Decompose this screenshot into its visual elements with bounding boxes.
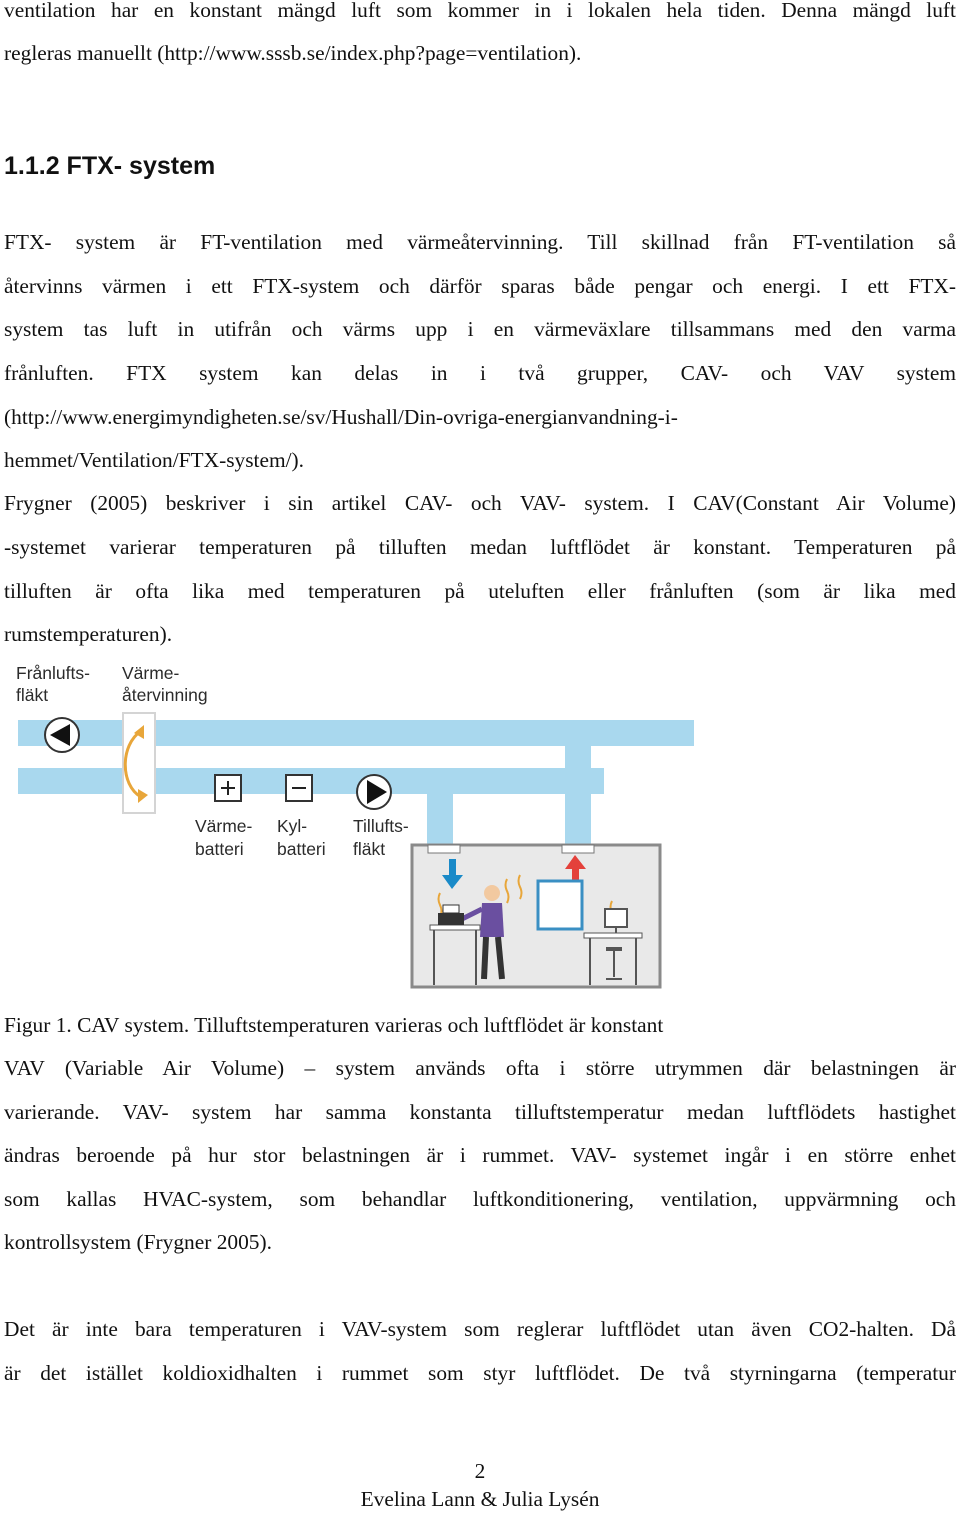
label-varmeatervinning: återvinning [122, 685, 208, 705]
cav-system-diagram [10, 655, 700, 995]
paragraph-line: som kallas HVAC-system, som behandlar luftkonditionering, ventilation, uppvärmning och [4, 1187, 956, 1211]
supply-arrow-icon [449, 859, 456, 875]
paragraph-line: frånluften. FTX system kan delas in i två grupper, CAV- och VAV system [4, 361, 956, 385]
label-franlufts: Frånlufts- [16, 663, 90, 683]
paragraph-line: FTX- system är FT-ventilation med värmeåtervinning. Till skillnad från FT-ventilation så [4, 230, 956, 254]
supply-drop-duct [427, 768, 453, 853]
paragraph-line: (http://www.energimyndigheten.se/sv/Hushall/Din-ovriga-energianvandning-i- [4, 405, 678, 429]
exhaust-riser-duct [565, 720, 591, 850]
label-kylbatteri: Kyl- [277, 816, 308, 836]
paragraph-line: ändras beroende på hur stor belastningen är i rummet. VAV- systemet ingår i en större enhet [4, 1143, 956, 1167]
monitor-icon [605, 909, 627, 927]
label-tilluftsflakt: Tillufts- [353, 816, 409, 836]
label-kylbatteri: batteri [277, 839, 326, 859]
label-varmeatervinning: Värme- [122, 663, 180, 683]
label-varmebatteri: batteri [195, 839, 244, 859]
label-varmebatteri: Värme- [195, 816, 253, 836]
paragraph-line: kontrollsystem (Frygner 2005). [4, 1230, 272, 1254]
paragraph-line: Det är inte bara temperaturen i VAV-system som reglerar luftflödet utan även CO2-halten. Då [4, 1317, 956, 1341]
exhaust-duct [18, 720, 694, 746]
intro-line: ventilation har en konstant mängd luft som kommer in i lokalen hela tiden. Denna mängd luft [4, 0, 956, 22]
exhaust-grille [562, 845, 594, 853]
figure-caption: Figur 1. CAV system. Tilluftstemperaturen varieras och luftflödet är konstant [4, 1013, 664, 1037]
paragraph-line: är det istället koldioxidhalten i rummet som styr luftflödet. De två styrningarna (temperatur [4, 1361, 956, 1385]
paragraph-line: VAV (Variable Air Volume) – system används ofta i större utrymmen där belastningen är [4, 1056, 956, 1080]
paragraph-line: rumstemperaturen). [4, 622, 173, 646]
paragraph-line: Frygner (2005) beskriver i sin artikel CAV- och VAV- system. I CAV(Constant Air Volume) [4, 491, 956, 515]
paragraph-line: återvinns värmen i ett FTX-system och därför sparas både pengar och energi. I ett FTX- [4, 274, 956, 298]
intro-line: regleras manuellt (http://www.sssb.se/index.php?page=ventilation). [4, 41, 582, 65]
printer-icon [438, 913, 464, 925]
footer-authors: Evelina Lann & Julia Lysén [360, 1487, 600, 1511]
window [538, 881, 582, 929]
section-heading: 1.1.2 FTX- system [4, 152, 216, 180]
desk [584, 933, 642, 938]
supply-diffuser [428, 845, 460, 853]
label-franlufts: fläkt [16, 685, 49, 705]
paragraph-line: -systemet varierar temperaturen på tilluften medan luftflödet är konstant. Temperaturen på [4, 535, 956, 559]
label-tilluftsflakt: fläkt [353, 839, 386, 859]
paragraph-line: system tas luft in utifrån och värms upp i en värmeväxlare tillsammans med den varma [4, 317, 956, 341]
paragraph-line: varierande. VAV- system har samma konstanta tilluftstemperatur medan luftflödets hastighet [4, 1100, 956, 1124]
paragraph-line: hemmet/Ventilation/FTX-system/). [4, 448, 305, 472]
page-number: 2 [474, 1459, 486, 1483]
desk [430, 925, 480, 930]
paragraph-line: tilluften är ofta lika med temperaturen på uteluften eller frånluften (som är lika med [4, 579, 956, 603]
